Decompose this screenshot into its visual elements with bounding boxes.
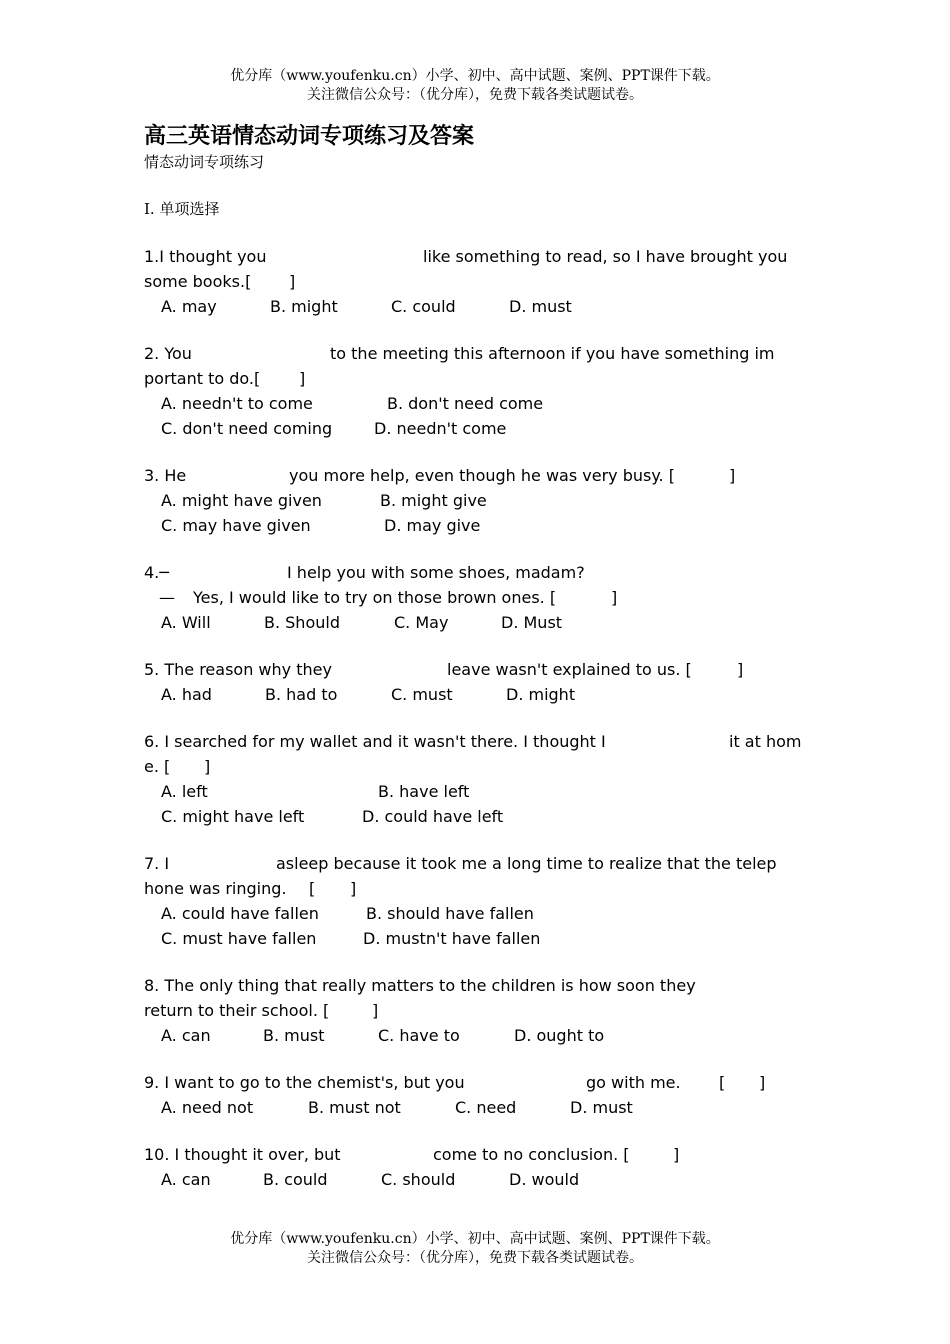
question-text: 7. I	[144, 854, 170, 873]
options-row	[144, 391, 824, 416]
question-9	[144, 1070, 824, 1120]
question-line	[144, 366, 824, 391]
question-7	[144, 851, 824, 951]
option-b[interactable]: B. might give	[380, 491, 487, 510]
question-line	[144, 754, 824, 779]
option-c[interactable]: C. could	[391, 297, 456, 316]
option-a[interactable]: A. left	[161, 782, 208, 801]
question-text: 4.─	[144, 563, 169, 582]
options-row	[144, 779, 824, 804]
option-b[interactable]: B. must not	[308, 1098, 401, 1117]
header-line-1: 优分库（www.youfenku.cn）小学、初中、高中试题、案例、PPT课件下载。	[230, 68, 720, 84]
question-line	[144, 244, 824, 269]
option-a[interactable]: A. may	[161, 297, 217, 316]
option-c[interactable]: C. have to	[378, 1026, 460, 1045]
dialogue-dash: —	[159, 588, 175, 607]
answer-bracket: ]	[729, 466, 736, 485]
question-1	[144, 244, 824, 319]
footer-line-2: 关注微信公众号：（优分库），免费下载各类试题试卷。	[307, 1250, 643, 1266]
question-6	[144, 729, 824, 829]
option-d[interactable]: D. might	[506, 685, 576, 704]
answer-bracket: ]	[299, 369, 306, 388]
answer-bracket: ]	[759, 1073, 766, 1092]
option-a[interactable]: A. can	[161, 1026, 211, 1045]
answer-bracket: ]	[673, 1145, 680, 1164]
footer-line-1: 优分库（www.youfenku.cn）小学、初中、高中试题、案例、PPT课件下载。	[230, 1231, 720, 1247]
question-text: it at hom	[729, 732, 802, 751]
question-text: 1.I thought you	[144, 247, 267, 266]
option-a[interactable]: A. Will	[161, 613, 211, 632]
option-a[interactable]: A. might have given	[161, 491, 322, 510]
option-d[interactable]: D. would	[509, 1170, 580, 1189]
question-text: hone was ringing.	[144, 879, 287, 898]
question-text: leave wasn't explained to us. [	[447, 660, 692, 679]
option-a[interactable]: A. need not	[161, 1098, 254, 1117]
option-b[interactable]: B. Should	[264, 613, 340, 632]
header-line-2: 关注微信公众号：（优分库），免费下载各类试题试卷。	[307, 87, 643, 103]
option-c[interactable]: C. May	[394, 613, 449, 632]
options-row	[144, 926, 824, 951]
option-d[interactable]: D. needn't come	[374, 419, 507, 438]
options-row	[144, 513, 824, 538]
question-10	[144, 1142, 824, 1192]
answer-bracket: ]	[737, 660, 744, 679]
question-line	[144, 657, 824, 682]
question-5	[144, 657, 824, 707]
question-text: asleep because it took me a long time to realize that the telep	[276, 854, 777, 873]
option-c[interactable]: C. might have left	[161, 807, 305, 826]
question-text: 9. I want to go to the chemist's, but you	[144, 1073, 465, 1092]
question-line	[144, 998, 824, 1023]
question-text: e. [	[144, 757, 171, 776]
option-a[interactable]: A. could have fallen	[161, 904, 319, 923]
question-text: return to their school. [	[144, 1001, 330, 1020]
option-d[interactable]: D. must	[509, 297, 572, 316]
option-c[interactable]: C. should	[381, 1170, 456, 1189]
options-row	[144, 294, 824, 319]
question-text: come to no conclusion. [	[433, 1145, 630, 1164]
option-a[interactable]: A. needn't to come	[161, 394, 313, 413]
answer-bracket: [	[719, 1073, 726, 1092]
option-a[interactable]: A. had	[161, 685, 212, 704]
question-text: 2. You	[144, 344, 192, 363]
question-text: some books.[	[144, 272, 252, 291]
option-d[interactable]: D. must	[570, 1098, 633, 1117]
option-d[interactable]: D. may give	[384, 516, 481, 535]
options-row	[144, 1023, 824, 1048]
question-2	[144, 341, 824, 441]
question-line	[144, 341, 824, 366]
option-b[interactable]: B. don't need come	[387, 394, 544, 413]
question-line	[144, 1142, 824, 1167]
option-d[interactable]: D. could have left	[362, 807, 504, 826]
option-d[interactable]: D. mustn't have fallen	[363, 929, 541, 948]
option-b[interactable]: B. could	[263, 1170, 328, 1189]
question-text: like something to read, so I have brought you	[423, 247, 788, 266]
question-line	[144, 1070, 824, 1095]
question-line	[144, 463, 824, 488]
option-d[interactable]: D. ought to	[514, 1026, 605, 1045]
option-b[interactable]: B. have left	[378, 782, 470, 801]
question-text: you more help, even though he was very busy. [	[289, 466, 675, 485]
question-line	[144, 876, 824, 901]
options-row	[144, 488, 824, 513]
page-subtitle: 情态动词专项练习	[144, 153, 265, 171]
question-text: I help you with some shoes, madam?	[287, 563, 585, 582]
options-row	[144, 682, 824, 707]
question-text: 5. The reason why they	[144, 660, 332, 679]
option-b[interactable]: B. might	[270, 297, 338, 316]
answer-bracket: ]	[204, 757, 211, 776]
question-line	[144, 729, 824, 754]
options-row	[144, 804, 824, 829]
option-c[interactable]: C. may have given	[161, 516, 311, 535]
question-text: to the meeting this afternoon if you have something im	[330, 344, 775, 363]
question-text: 10. I thought it over, but	[144, 1145, 341, 1164]
option-d[interactable]: D. Must	[501, 613, 563, 632]
question-line	[144, 851, 824, 876]
options-row	[144, 1167, 824, 1192]
page-title: 高三英语情态动词专项练习及答案	[144, 123, 475, 149]
section-heading: Ⅰ. 单项选择	[144, 200, 220, 218]
question-text: 6. I searched for my wallet and it wasn't there. I thought I	[144, 732, 606, 751]
option-c[interactable]: C. don't need coming	[161, 419, 333, 438]
question-text: 8. The only thing that really matters to the children is how soon they	[144, 976, 696, 995]
options-row	[144, 610, 824, 635]
options-row	[144, 1095, 824, 1120]
question-line	[144, 973, 824, 998]
question-4	[144, 560, 824, 635]
answer-bracket: ]	[372, 1001, 379, 1020]
question-text: 3. He	[144, 466, 187, 485]
option-b[interactable]: B. had to	[265, 685, 338, 704]
option-c[interactable]: C. need	[455, 1098, 517, 1117]
answer-bracket: ]	[350, 879, 357, 898]
answer-bracket: [	[309, 879, 316, 898]
question-line	[144, 560, 824, 585]
question-line	[144, 585, 824, 610]
question-text: go with me.	[586, 1073, 681, 1092]
answer-bracket: ]	[611, 588, 618, 607]
option-b[interactable]: B. must	[263, 1026, 325, 1045]
options-row	[144, 416, 824, 441]
options-row	[144, 901, 824, 926]
option-a[interactable]: A. can	[161, 1170, 211, 1189]
question-8	[144, 973, 824, 1048]
question-text: Yes, I would like to try on those brown ones. [	[193, 588, 557, 607]
option-b[interactable]: B. should have fallen	[366, 904, 534, 923]
answer-bracket: ]	[289, 272, 296, 291]
option-c[interactable]: C. must	[391, 685, 453, 704]
question-text: portant to do.[	[144, 369, 261, 388]
question-3	[144, 463, 824, 538]
option-c[interactable]: C. must have fallen	[161, 929, 317, 948]
question-line	[144, 269, 824, 294]
